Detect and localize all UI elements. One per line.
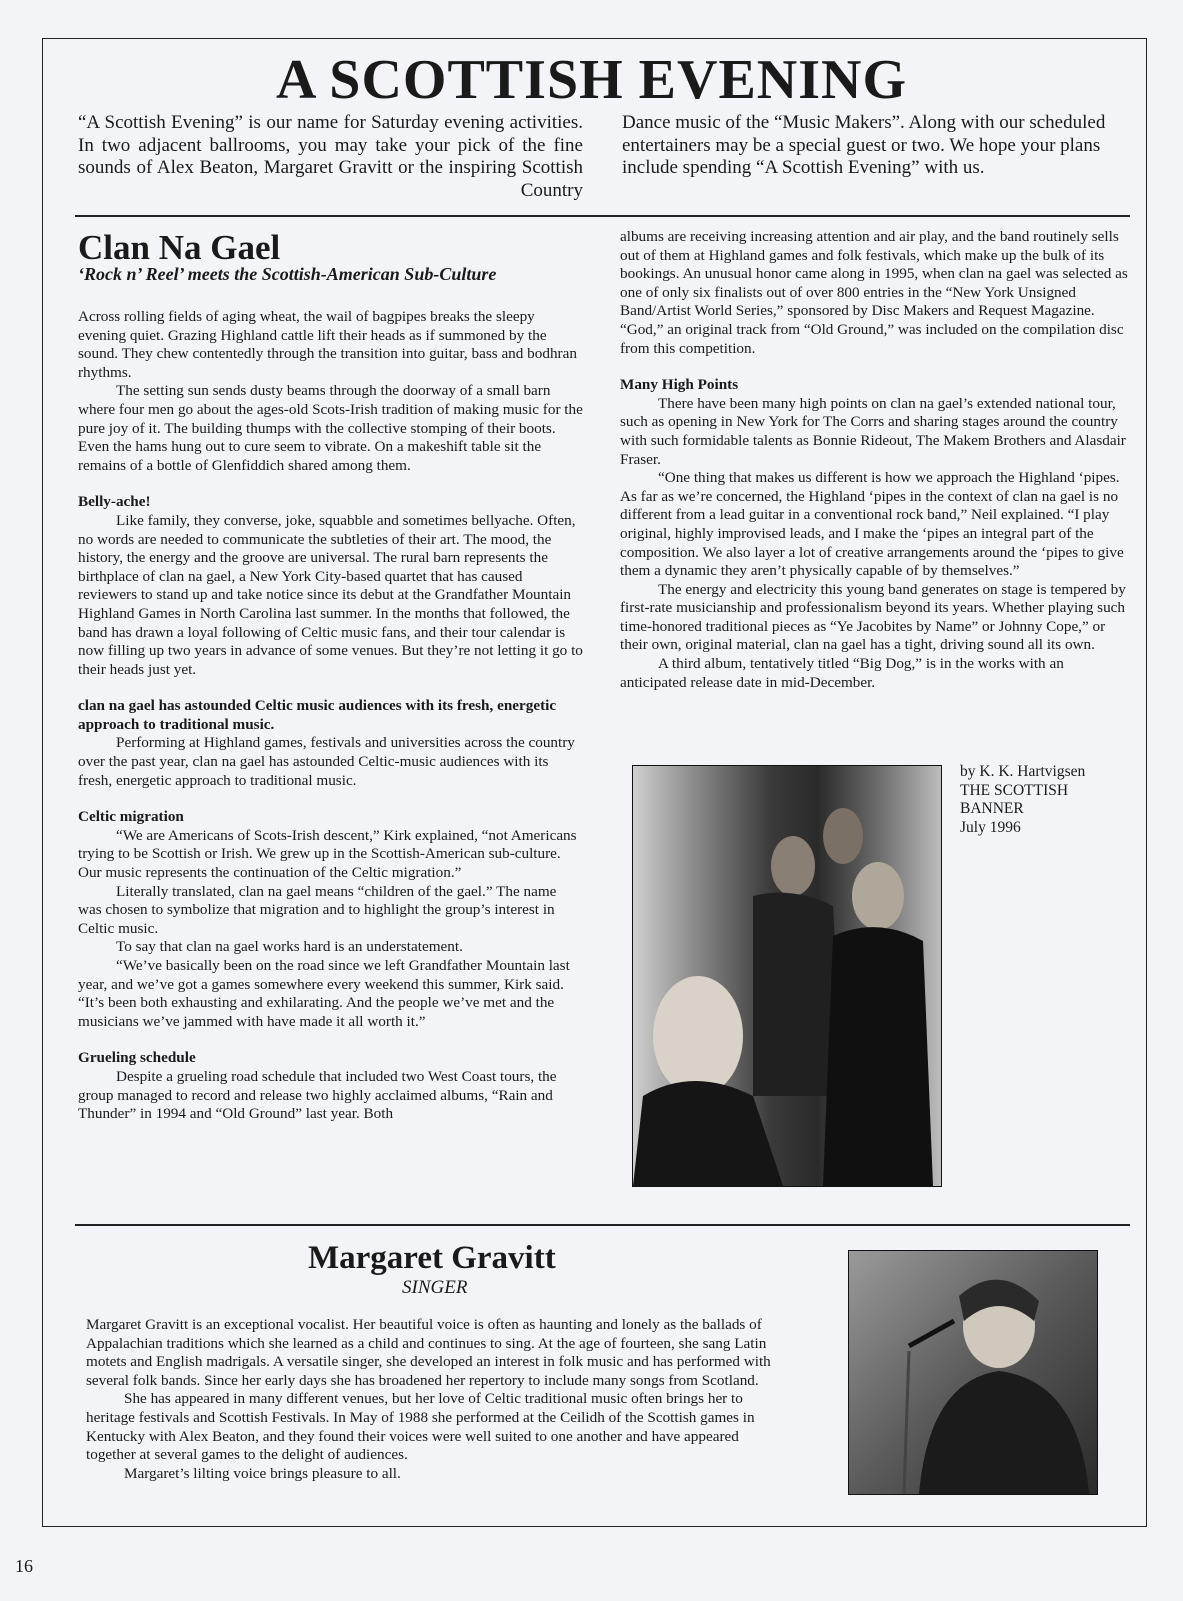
paragraph: “One thing that makes us different is how we approach the Highland ‘pipes. As far as we’re concerned, the Highland ‘pipes in the context of clan na gael is no different from a lead guitar in a conventional rock band,” Neil explained. “I play original, highly improvised leads, and I make the ‘pipes an integral part of the composition. We also layer a lot of creative arrangements around the ‘pipes to give them a dynamic they aren’t physically capable of by themselves.” <box>620 469 1124 580</box>
paragraph: The setting sun sends dusty beams through the doorway of a small barn where four men go about the ages-old Scots-Irish tradition of making music for the pure joy of it. The building thumps with the collective stomping of their boots. Even the hams hung out to cure seem to vibrate. On a makeshift table sit the remains of a bottle of Glenfiddich shared among them. <box>78 382 583 474</box>
divider <box>75 215 1130 217</box>
section-heading: Celtic migration <box>78 808 184 826</box>
paragraph: Across rolling fields of aging wheat, the wail of bagpipes breaks the sleepy evening quiet. Grazing Highland cattle lift their heads as if summoned by the sound. They chew contentedly through the transition into guitar, bass and bodhran rhythms. <box>78 308 577 381</box>
section-heading: clan na gael has astounded Celtic music audiences with its fresh, energetic approach to traditional music. <box>78 697 557 733</box>
paragraph: Margaret Gravitt is an exceptional vocalist. Her beautiful voice is often as haunting and lonely as the ballads of Appalachian traditions which she learned as a child and continues to sing. At the age of fourteen, she sang Latin motets and English madrigals. A versatile singer, she developed an interest in folk music and has performed with several folk bands. Since her early days she has broadened her repertory to include many songs from Scotland. <box>86 1316 771 1389</box>
section-heading: Grueling schedule <box>78 1049 196 1067</box>
section-heading: Belly-ache! <box>78 493 151 511</box>
page-title: A SCOTTISH EVENING <box>275 49 908 111</box>
divider <box>75 1224 1130 1226</box>
paragraph: Like family, they converse, joke, squabble and sometimes bellyache. Often, no words are needed to communicate the subtleties of their art. The mood, the history, the energy and the groove are universal. The rural barn represents the birthplace of clan na gael, a New York City-based quartet that has caused reviewers to stand up and take notice since its debut at the Grandfather Mountain Highland Games in North Carolina last summer. In the months that followed, the band has drawn a loyal following of Celtic music fans, and their tour calendar is now filling up two years in advance of some venues. But they’re not letting it go to their heads just yet. <box>78 511 583 678</box>
page-number: 16 <box>15 1556 33 1576</box>
intro-left: “A Scottish Evening” is our name for Saturday evening activities. In two adjacent ballrooms, you may take your pick of the fine sounds of Alex Beaton, Margaret Gravitt or the inspiring Scottish Country <box>78 112 583 201</box>
section-heading: Many High Points <box>620 376 739 394</box>
credit-date: July 1996 <box>960 818 1021 836</box>
paragraph: albums are receiving increasing attention and air play, and the band routinely sells out of them at Highland games and folk festivals, which make up the bulk of its bookings. An unusual honor came along in 1995, when clan na gael was selected as one of only six finalists out of over 800 entries in the “New York Unsigned Band/Artist World Series,” sponsored by Disc Makers and Request Magazine. “God,” an original track from “Old Ground,” was included on the compilation disc from this competition. <box>620 228 1128 357</box>
margaret-heading: Margaret Gravitt <box>308 1240 556 1276</box>
article-left-column <box>78 308 583 1124</box>
singer-image <box>849 1251 1097 1494</box>
credit-publication: THE SCOTTISH <box>960 781 1069 799</box>
article-credit <box>960 763 1085 837</box>
margaret-photo <box>848 1250 1098 1495</box>
paragraph: She has appeared in many different venues, but her love of Celtic traditional music often brings her to heritage festivals and Scottish Festivals. In May of 1988 she performed at the Ceilidh of the Scottish games in Kentucky with Alex Beaton, and they found their voices were well suited to one another and have appeared together at several games to the delight of audiences. <box>86 1390 755 1464</box>
paragraph: A third album, tentatively titled “Big Dog,” is in the works with an anticipated release date in mid-December. <box>620 655 1064 691</box>
intro-right: Dance music of the “Music Makers”. Along with our scheduled entertainers may be a special guest or two. We hope your plans include spending “A Scottish Evening” with us. <box>622 112 1106 178</box>
margaret-role: SINGER <box>402 1277 468 1298</box>
credit-publication: BANNER <box>960 800 1024 818</box>
band-members-image <box>633 766 941 1186</box>
paragraph: Performing at Highland games, festivals and universities across the country over the past year, clan na gael has astounded Celtic-music audiences with its fresh, energetic approach to traditional music. <box>78 734 575 789</box>
paragraph: There have been many high points on clan na gael’s extended national tour, such as opening in New York for The Corrs and sharing stages around the country with such formidable talents as Bonnie Rideout, The Makem Brothers and Alasdair Fraser. <box>620 394 1126 468</box>
margaret-bio <box>86 1316 791 1483</box>
paragraph: Literally translated, clan na gael means “children of the gael.” The name was chosen to symbolize that migration and to highlight the group’s interest in Celtic music. <box>78 882 557 937</box>
paragraph: The energy and electricity this young band generates on stage is tempered by first-rate musicianship and professionalism beyond its years. Whether playing such time-honored traditional pieces as “Ye Jacobites by Name” or Johnny Cope,” or their own, original material, clan na gael has a tight, driving sound all its own. <box>620 580 1126 654</box>
paragraph: Margaret’s lilting voice brings pleasure to all. <box>124 1464 401 1482</box>
paragraph: “We are Americans of Scots-Irish descent,” Kirk explained, “not Americans trying to be Scottish or Irish. We grew up in the Scottish-American sub-culture. Our music represents the continuation of the Celtic migration.” <box>78 826 577 882</box>
paragraph: To say that clan na gael works hard is an understatement. <box>116 938 463 956</box>
paragraph: Despite a grueling road schedule that included two West Coast tours, the group managed to record and release two highly acclaimed albums, “Rain and Thunder” in 1994 and “Old Ground” last year. Both <box>78 1067 557 1123</box>
article-heading: Clan Na Gael <box>78 228 281 267</box>
paragraph: “We’ve basically been on the road since we left Grandfather Mountain last year, and we’ve got a games somewhere every weekend this summer, Kirk said. “It’s been both exhausting and exhilarating. And the people we’ve met and the musicians we’ve jammed with have made it all worth it.” <box>78 957 570 1030</box>
article-subheading: ‘Rock n’ Reel’ meets the Scottish-American Sub-Culture <box>78 264 497 284</box>
article-right-column <box>620 228 1128 692</box>
band-photo <box>632 765 942 1187</box>
credit-author: by K. K. Hartvigsen <box>960 763 1086 780</box>
